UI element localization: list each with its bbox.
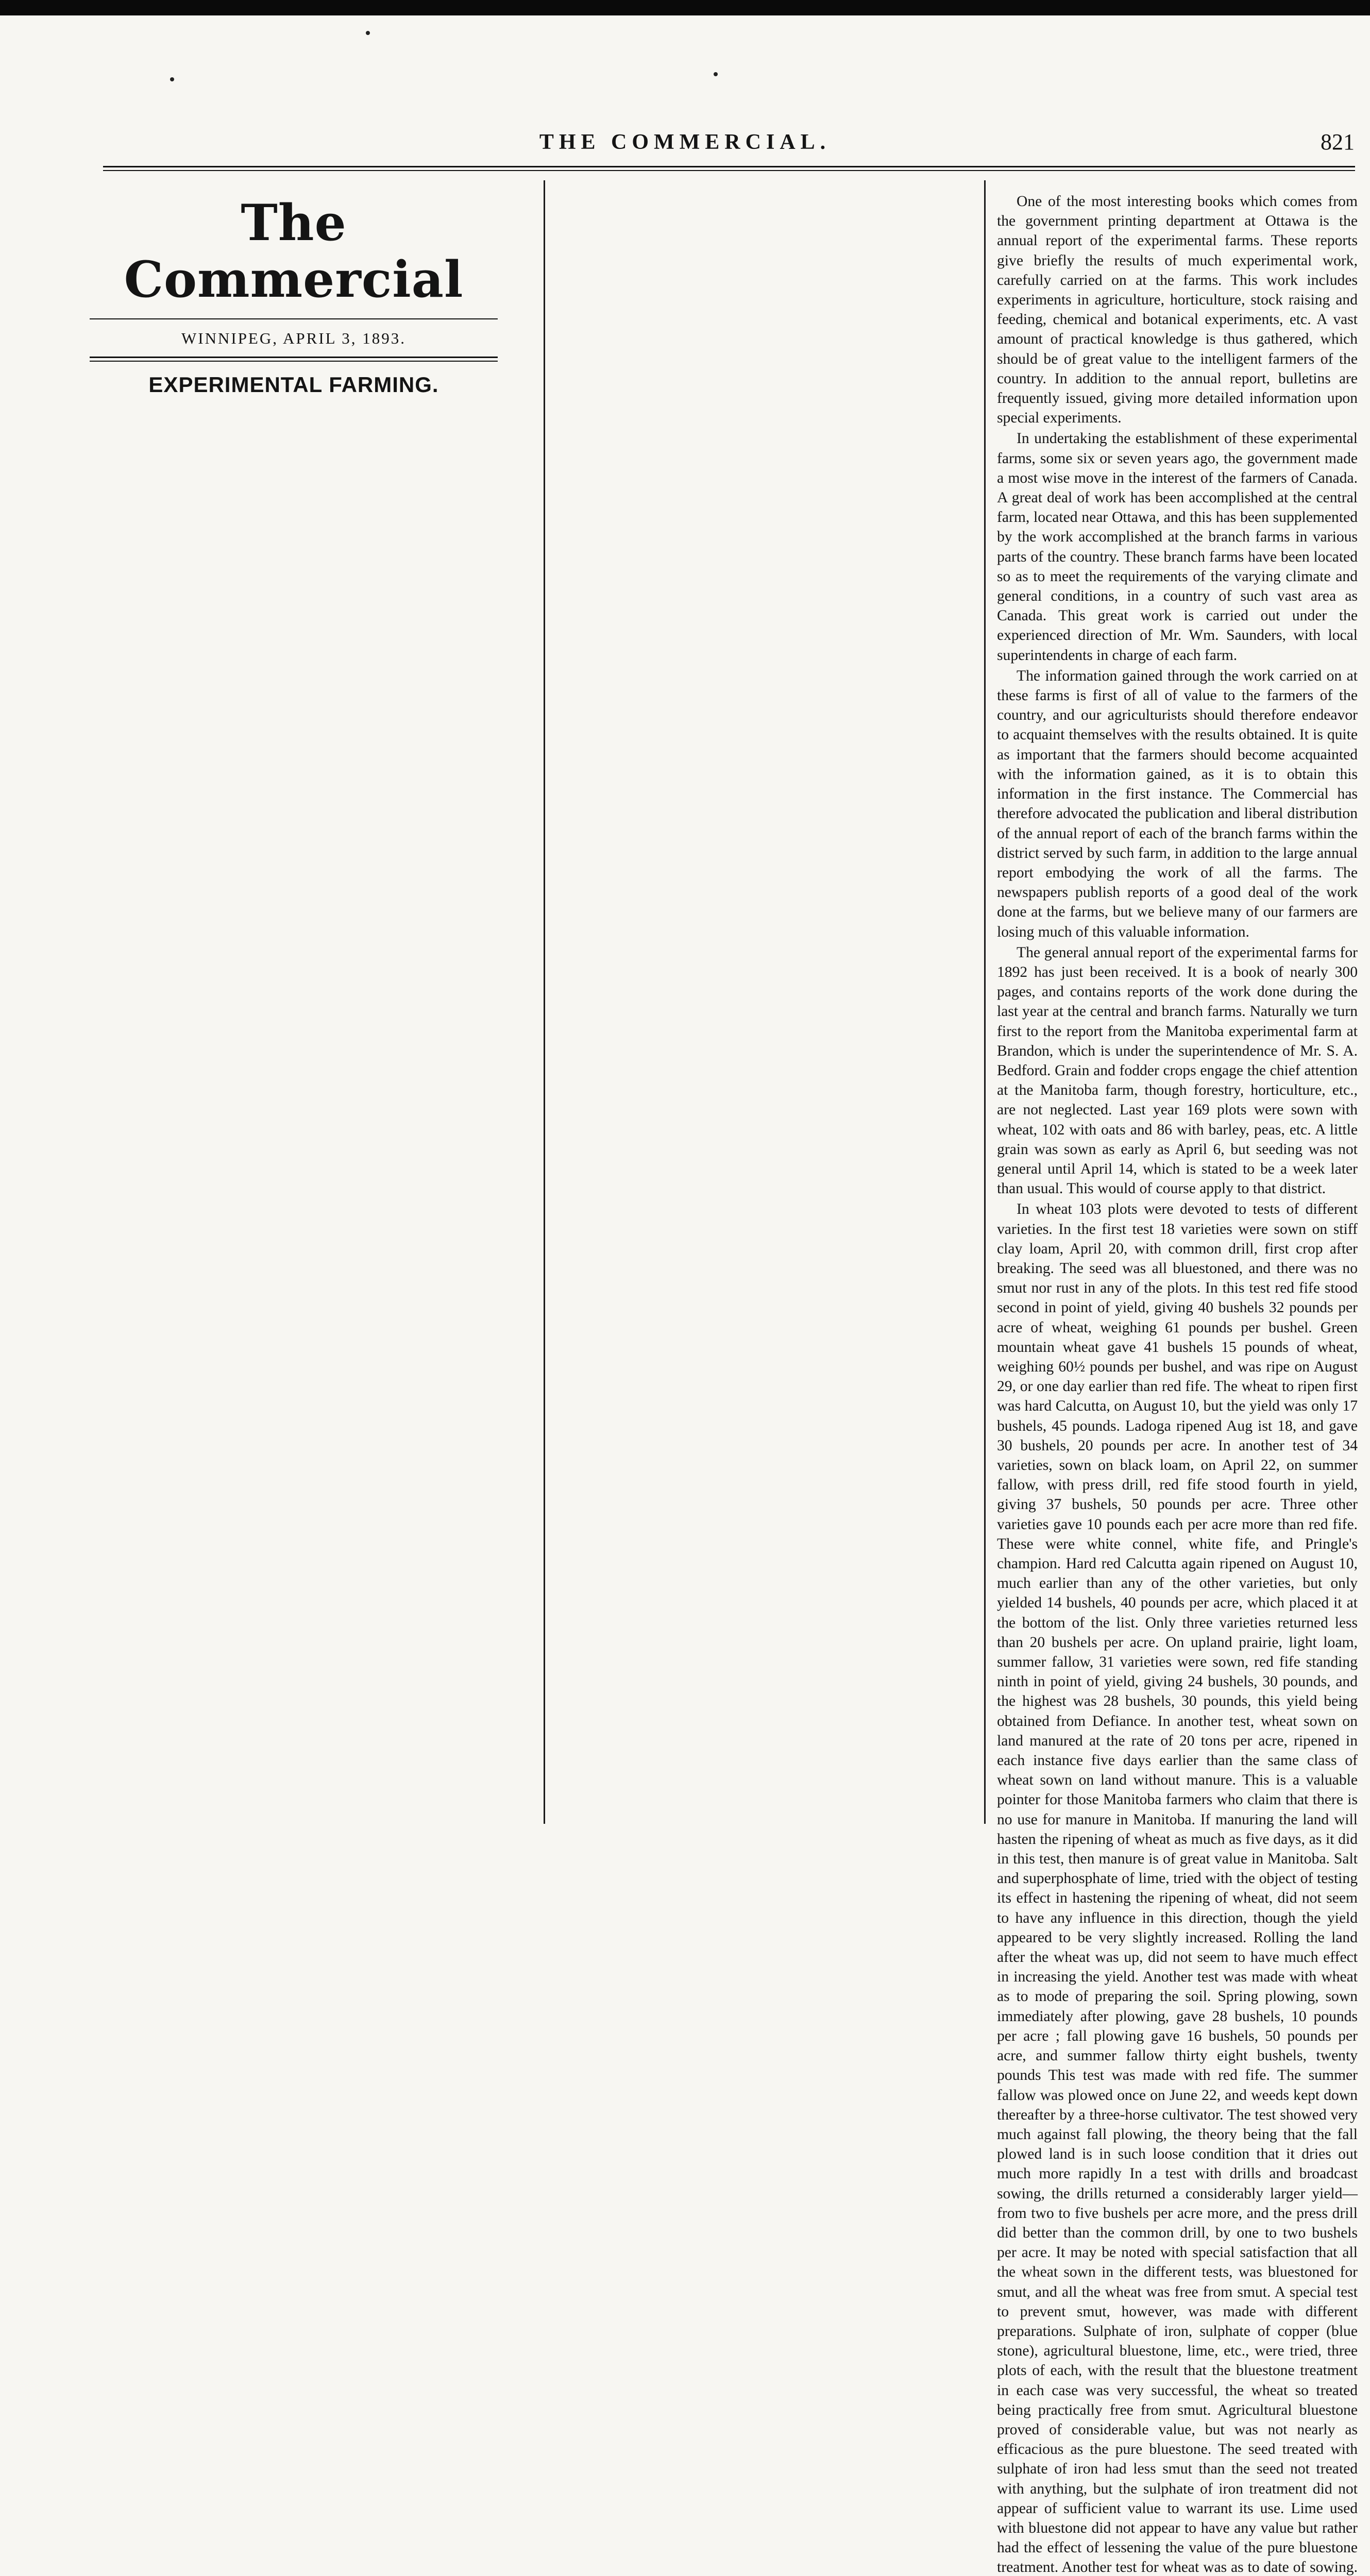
masthead-rule [90, 318, 498, 319]
scan-speck [714, 72, 718, 76]
header-rule [103, 170, 1355, 171]
column-1 [88, 192, 500, 1809]
article-headline: EXPERIMENTAL FARMING. [148, 372, 439, 397]
scan-speck [170, 77, 174, 81]
running-title: THE COMMERCIAL. [539, 130, 831, 154]
paragraph: The general annual report of the experimental farms for 1892 has just been received. It is a book of nearly 300 pages, and contains reports of the work done during the last year at the central and branch farms. Naturally we turn first to the report from the Manitoba experimental farm at Brandon, which is under the superintendence of Mr. S. A. Bedford. Grain and fodder crops engage the chief attention at the Manitoba farm, though forestry, horticulture, etc., are not neglected. Last year 169 plots were sown with wheat, 102 with oats and 86 with barley, peas, etc. A little grain was sown as early as April 6, but seeding was not general until April 14, which is stated to be a week later than usual. This would of course apply to that district. [997, 944, 1358, 1197]
scan-top-border [0, 0, 1370, 15]
column-2 [556, 192, 971, 1809]
header-rule [103, 166, 1355, 167]
column-rule [984, 180, 986, 1824]
article-body-continued [997, 192, 1358, 2576]
column-3 [997, 192, 1358, 2576]
paragraph: The information gained through the work carried on at these farms is first of all of value to the farmers of the country, and our agriculturists should therefore endeavor to acquaint themselves with the results obtained. It is quite as important that the farmers should become acquainted with the information gained, as it is to obtain this information in the first instance. The Commercial has therefore advocated the publication and liberal distribution of the annual report of each of the branch farms within the district served by such farm, in addition to the large annual report embodying the work of all the farms. The newspapers publish reports of a good deal of the work done at the farms, but we believe many of our farmers are losing much of this valuable information. [997, 667, 1358, 940]
column-rule [544, 180, 545, 1824]
paragraph: One of the most interesting books which comes from the government printing department at Ottawa is the annual report of the experimental farms. These reports give briefly the results of much experimental work, carefully carried on at the farms. This work includes experiments in agriculture, horticulture, stock raising and feeding, chemical and botanical experiments, etc. A vast amount of practical knowledge is thus gathered, which should be of great value to the intelligent farmers of the country. In addition to the annual report, bulletins are frequently issued, giving more detailed information upon special experiments. [997, 193, 1358, 427]
scan-speck [366, 31, 370, 35]
dateline-rule [90, 357, 498, 362]
dateline: WINNIPEG, APRIL 3, 1893. [181, 329, 406, 347]
paragraph: In undertaking the establishment of these experimental farms, some six or seven years ago, the government made a most wise move in the interest of the farmers of Canada. A great deal of work has been accomplished at the central farm, located near Ottawa, and this has been supplemented by the work accomplished at the branch farms in various parts of the country. These branch farms have been located so as to meet the requirements of the varying climate and general conditions, in a country of such vast area as Canada. This great work is carried out under the experienced direction of Mr. Wm. Saunders, with local superintendents in charge of each farm. [997, 430, 1358, 664]
masthead-title: The Commercial [124, 194, 464, 309]
page-number: 821 [1321, 129, 1355, 155]
paragraph: In wheat 103 plots were devoted to tests of different varieties. In the first test 18 varieties were sown on stiff clay loam, April 20, with common drill, first crop after breaking. The seed was all bluestoned, and there was no smut nor rust in any of the plots. In this test red fife stood second in point of yield, giving 40 bushels 32 pounds per acre of wheat, weighing 61 pounds per bushel. Green mountain wheat gave 41 bushels 15 pounds of wheat, weighing 60½ pounds per bushel, and was ripe on August 29, or one day earlier than red fife. The wheat to ripen first was hard Calcutta, on August 10, but the yield was only 17 bushels, 45 pounds. Ladoga ripened Aug ist 18, and gave 30 bushels, 20 pounds per acre. In another test of 34 varieties, sown on black loam, on April 22, on summer fallow, with press drill, red fife stood fourth in yield, giving 37 bushels, 50 pounds per acre. Three other varieties gave 10 pounds each per acre more than red fife. These were white connel, white fife, and Pringle's champion. Hard red Calcutta again ripened on August 10, much earlier than any of the other varieties, but only yielded 14 bushels, 40 pounds per acre, which placed it at the bottom of the list. Only three varieties returned less than 20 bushels per acre. On upland prairie, light loam, summer fallow, 31 varieties were sown, red fife standing ninth in point of yield, giving 24 bushels, 30 pounds, and the highest was 28 bushels, 30 pounds, this yield being obtained from Defiance. In another test, wheat sown on land manured at the rate of 20 tons per acre, ripened in each instance five days earlier than the same class of wheat sown on land without manure. This is a valuable pointer for those Manitoba farmers who claim that there is no use for manure in Manitoba. If manuring the land will hasten the ripening of wheat as much as five days, as it did in this test, then manure is of great value in Manitoba. Salt and superphosphate of lime, tried with the object of testing its effect in hastening the ripening of wheat, did not seem to have any influence in this direction, though the yield appeared to be very slightly increased. Rolling the land after the wheat was up, did not seem to have much effect in increasing the yield. Another test was made with wheat as to mode of preparing the soil. Spring plowing, sown immediately after plowing, gave 28 bushels, 10 pounds per acre ; fall plowing gave 16 bushels, 50 pounds per acre, and summer fallow thirty eight bushels, twenty pounds This test was made with red fife. The summer fallow was plowed once on June 22, and weeds kept down thereafter by a three-horse cultivator. The test showed very much against fall plowing, the theory being that the fall plowed land is in such loose condition that it dries out much more rapidly In a test with drills and broadcast sowing, the drills returned a considerably larger yield—from two to five bushels per acre more, and the press drill did better than the common drill, by one to two bushels per acre. It may be noted with special satisfaction that all the wheat sown in the different tests, was bluestoned for smut, and all the wheat was free from smut. A special test to prevent smut, however, was made with different preparations. Sulphate of iron, sulphate of copper (blue stone), agricultural bluestone, lime, etc., were tried, three plots of each, with the result that the bluestone treatment in each case was very successful, the wheat so treated being practically free from smut. Agricultural bluestone proved of considerable value, but was not nearly as efficacious as the pure bluestone. The seed treated with sulphate of iron had less smut than the seed not treated with anything, but the sulphate of iron treatment did not appear of sufficient value to warrant its use. Lime used with bluestone did not appear to have any value but rather had the effect of lessening the value of the pure bluestone treatment. Another test for wheat was as to date of sowing. [997, 1201, 1358, 2576]
